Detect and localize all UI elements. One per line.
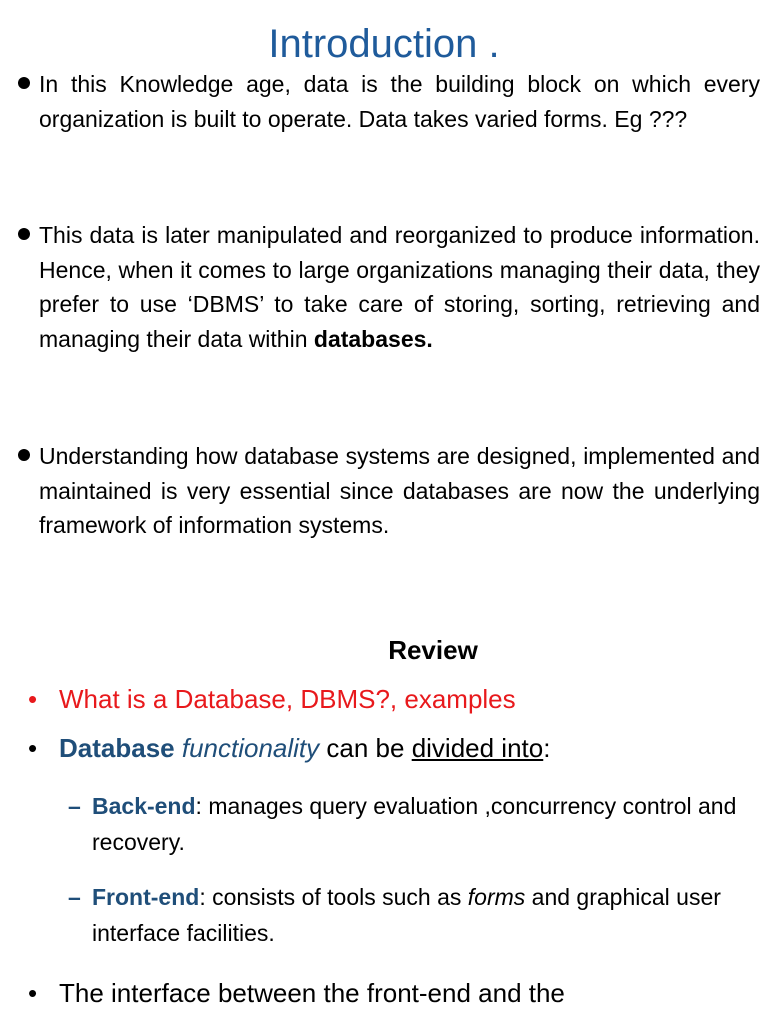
page-title: Introduction . (268, 22, 500, 66)
paragraph-text: Understanding how database systems are designed, implemented and maintained is very essential since databases are now the underlying framework of information systems. (39, 443, 760, 538)
bullet-icon: • (28, 733, 38, 763)
text-divided-into: divided into (411, 733, 544, 763)
bullet-icon: • (28, 978, 38, 1008)
review-item-functionality (28, 730, 758, 766)
bullet-dot-icon (18, 449, 30, 461)
front-end-description-2: and graphical user interface facilities. (92, 884, 721, 946)
term-front-end: Front-end (92, 884, 200, 910)
term-forms: forms (467, 884, 526, 910)
space (175, 733, 182, 763)
review-heading: Review (388, 635, 478, 665)
sub-item-text (92, 788, 758, 860)
paragraph-knowledge-age (18, 67, 760, 136)
dash-icon: – (68, 884, 81, 910)
sub-item-text (92, 879, 758, 951)
paragraph-text: In this Knowledge age, data is the building block on which every organization is built to operate. Data takes varied forms. Eg ??? (39, 71, 760, 132)
review-item-text (59, 733, 550, 763)
bullet-icon: • (28, 684, 38, 714)
review-item-what-is-database (28, 681, 758, 717)
paragraph-text-bold: databases. (313, 325, 433, 352)
bullet-dot-icon (18, 228, 30, 240)
text-can-be: can be (319, 733, 412, 763)
sub-item-back-end (68, 788, 758, 860)
review-item-text: What is a Database, DBMS?, examples (59, 684, 516, 714)
term-database: Database (59, 733, 175, 763)
paragraph-data-manipulation (18, 218, 760, 356)
paragraph-understanding (18, 439, 760, 543)
paragraph-text (39, 218, 760, 356)
review-item-interface (28, 975, 758, 1011)
dash-icon: – (68, 793, 81, 819)
term-functionality: functionality (181, 733, 320, 763)
review-item-text: The interface between the front-end and the (59, 978, 565, 1008)
term-back-end: Back-end (92, 793, 196, 819)
text-colon: : (543, 733, 551, 763)
bullet-dot-icon (18, 77, 30, 89)
paragraph-text-main: This data is later manipulated and reorganized to produce information. Hence, when it comes to large organizations managing their data, they prefer to use ‘DBMS’ to take care of storing, sorting, retrieving and managing their data within (39, 222, 760, 352)
front-end-description-1: : consists of tools such as (199, 884, 468, 910)
sub-item-front-end (68, 879, 758, 951)
back-end-description: : manages query evaluation ,concurrency control and recovery. (92, 793, 737, 855)
